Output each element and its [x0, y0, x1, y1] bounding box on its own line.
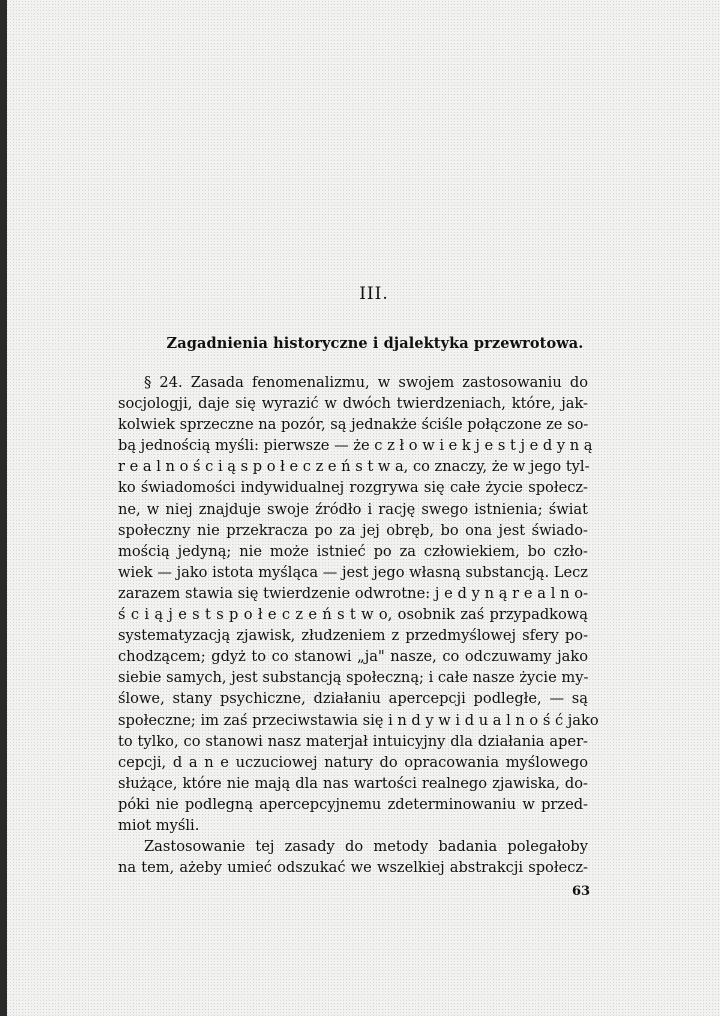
text-line: ne, w niej znajduje swoje źródło i rację swego istnienia; świat	[118, 500, 588, 518]
text-line: społeczne; im zaś przeciwstawia się i n d y w i d u a l n o ś ć jako	[118, 711, 599, 729]
text-line: to tylko, co stanowi nasz materjał intuicyjny dla działania aper-	[118, 732, 588, 750]
text-line: Zastosowanie tej zasady do metody badania polegałoby	[144, 838, 588, 856]
text-line: r e a l n o ś c i ą s p o ł e c z e ń s t w a, co znaczy, że w jego tyl-	[118, 458, 590, 476]
text-line: ślowe, stany psychiczne, działaniu apercepcji podległe, — są	[118, 690, 588, 708]
text-line: ś c i ą j e s t s p o ł e c z e ń s t w o, osobnik zaś przypadkową	[118, 606, 588, 624]
text-line: wiek — jako istota myśląca — jest jego własną substancją. Lecz	[118, 563, 588, 581]
text-line: ko świadomości indywidualnej rozgrywa się całe życie społecz-	[118, 479, 588, 497]
text-line: socjologji, daje się wyrazić w dwóch twierdzeniach, które, jak-	[118, 395, 588, 413]
text-line: póki nie podlegną apercepcyjnemu zdeterminowaniu w przed-	[118, 795, 588, 813]
text-line: § 24. Zasada fenomenalizmu, w swojem zastosowaniu do	[144, 374, 588, 391]
text-line: chodzącem; gdyż to co stanowi „ja" nasze, co odczuwamy jako	[118, 648, 588, 666]
text-line: siebie samych, jest substancją społeczną; i całe nasze życie my-	[118, 669, 589, 687]
text-line: miot myśli.	[118, 816, 200, 834]
text-line: na tem, ażeby umieć odszukać we wszelkiej abstrakcji społecz-	[118, 859, 588, 877]
chapter-title: Zagadnienia historyczne i djalektyka przewrotowa.	[166, 335, 584, 352]
text-line: bą jednością myśli: pierwsze — że c z ł o w i e k j e s t j e d y n ą	[118, 437, 593, 455]
text-line: mością jedyną; nie może istnieć po za człowiekiem, bo czło-	[118, 542, 588, 560]
text-line: kolwiek sprzeczne na pozór, są jednakże ściśle połączone ze so-	[118, 416, 589, 434]
page-left-edge	[0, 0, 7, 1016]
chapter-number: III.	[359, 284, 389, 304]
text-line: systematyzacją zjawisk, złudzeniem z przedmyślowej sfery po-	[118, 627, 588, 645]
text-line: zarazem stawia się twierdzenie odwrotne: j e d y n ą r e a l n o-	[118, 584, 588, 602]
text-line: społeczny nie przekracza po za jej obręb, bo ona jest świado-	[118, 521, 588, 539]
page-number: 63	[572, 884, 591, 899]
body-text	[118, 372, 599, 878]
text-line: służące, które nie mają dla nas wartości realnego zjawiska, do-	[118, 774, 588, 792]
text-line: cepcji, d a n e uczuciowej natury do opracowania myślowego	[118, 753, 588, 771]
